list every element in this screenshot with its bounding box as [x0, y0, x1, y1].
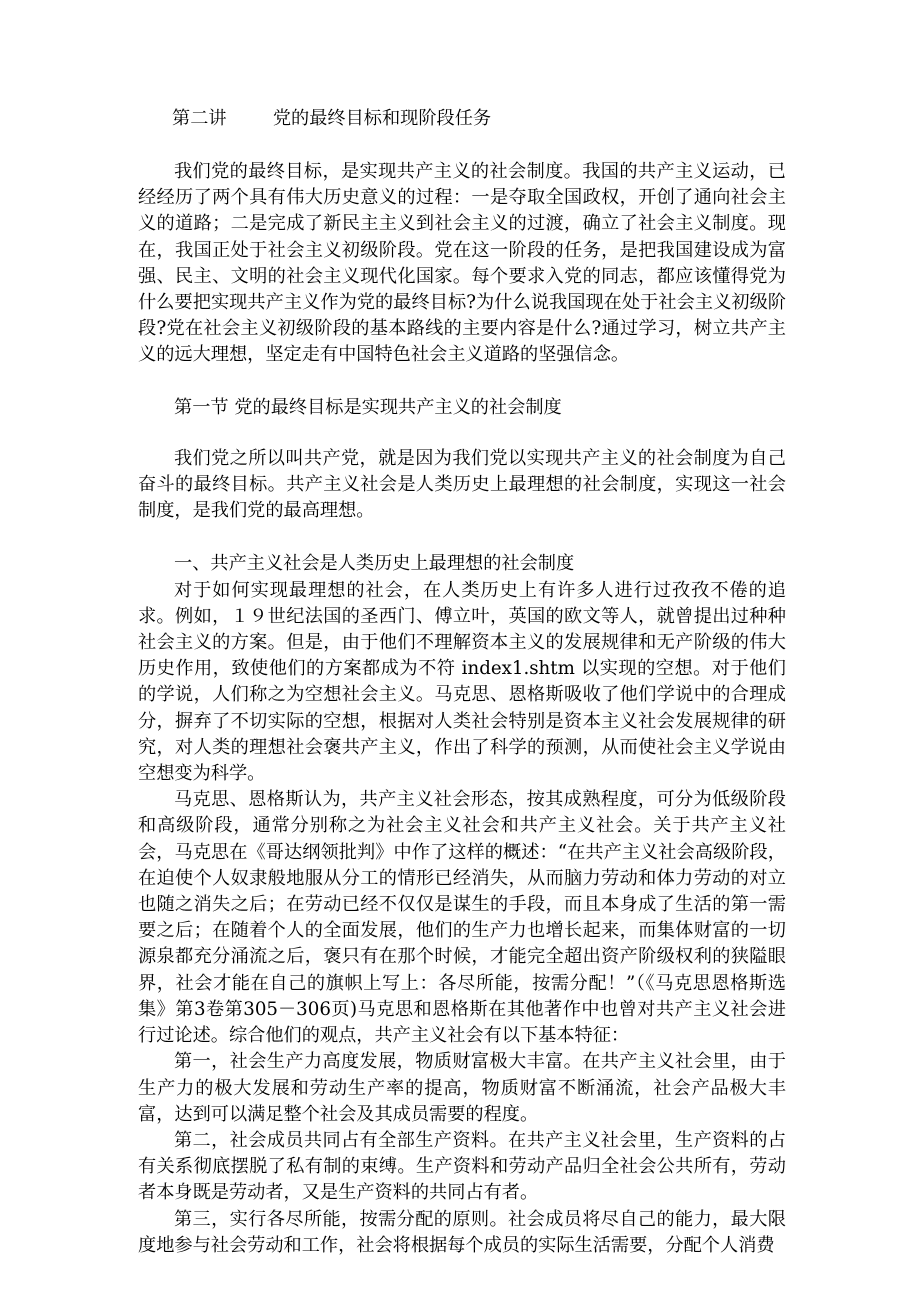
subsection-heading: 一、共产主义社会是人类历史上最理想的社会制度	[174, 553, 575, 575]
body-paragraph: 第二，社会成员共同占有全部生产资料。在共产主义社会里，生产资料的占有关系彻底摆脱了私有制的束缚。生产资料和劳动产品归全社会公共所有，劳动者本身既是劳动者，又是生产资料的共同占有者。	[138, 1129, 786, 1204]
spacer	[138, 369, 786, 395]
document-page	[138, 106, 786, 1259]
lecture-title: 第二讲 党的最终目标和现阶段任务	[172, 108, 492, 129]
lecture-intro-paragraph: 我们党的最终目标，是实现共产主义的社会制度。我国的共产主义运动，已经经历了两个具有伟大历史意义的过程：一是夺取全国政权，开创了通向社会主义的道路；二是完成了新民主主义到社会主义的过渡，确立了社会主义制度。现在，我国正处于社会主义初级阶段。党在这一阶段的任务，是把我国建设成为富强、民主、文明的社会主义现代化国家。每个要求入党的同志，都应该懂得党为什么要把实现共产主义作为党的最终目标?为什么说我国现在处于社会主义初级阶段?党在社会主义初级阶段的基本路线的主要内容是什么?通过学习，树立共产主义的远大理想，坚定走有中国特色社会主义道路的坚强信念。	[138, 161, 786, 366]
section-intro-paragraph: 我们党之所以叫共产党，就是因为我们党以实现共产主义的社会制度为自己奋斗的最终目标。共产主义社会是人类历史上最理想的社会制度，实现这一社会制度，是我们党的最高理想。	[138, 447, 786, 522]
body-paragraph: 第一，社会生产力高度发展，物质财富极大丰富。在共产主义社会里，由于生产力的极大发展和劳动生产率的提高，物质财富不断涌流，社会产品极大丰富，达到可以满足整个社会及其成员需要的程度。	[138, 1051, 786, 1125]
body-paragraph: 第三，实行各尽所能，按需分配的原则。社会成员将尽自己的能力，最大限度地参与社会劳动和工作，社会将根据每个成员的实际生活需要，分配个人消费	[138, 1208, 786, 1256]
spacer	[138, 524, 786, 551]
body-paragraph: 马克思、恩格斯认为，共产主义社会形态，按其成熟程度，可分为低级阶段和高级阶段，通常分别称之为社会主义社会和共产主义社会。关于共产主义社会，马克思在《哥达纲领批判》中作了这样的概述：“在共产主义社会高级阶段，在迫使个人奴隶般地服从分工的情形已经消失，从而脑力劳动和体力劳动的对立也随之消失之后；在劳动已经不仅仅是谋生的手段，而且本身成了生活的第一需要之后；在随着个人的全面发展，他们的生产力也增长起来，而集体财富的一切源泉都充分涌流之后，褒只有在那个时候，才能完全超出资产阶级权利的狭隘眼界，社会才能在自己的旗帜上写上：各尽所能，按需分配！”（《马克思恩格斯选集》第3卷第305－306页)马克思和恩格斯在其他著作中也曾对共产主义社会进行过论述。综合他们的观点，共产主义社会有以下基本特征：	[138, 789, 786, 1047]
spacer	[138, 132, 786, 159]
spacer	[138, 421, 786, 446]
section-heading: 第一节 党的最终目标是实现共产主义的社会制度	[174, 396, 562, 418]
body-paragraph: 对于如何实现最理想的社会，在人类历史上有许多人进行过孜孜不倦的追求。例如，１９世纪法国的圣西门、傅立叶，英国的欧文等人，就曾提出过种种社会主义的方案。但是，由于他们不理解资本主义的发展规律和无产阶级的伟大历史作用，致使他们的方案都成为不符 index1.shtm 以实现的空想。对于他们的学说，人们称之为空想社会主义。马克思、恩格斯吸收了他们学说中的合理成分，摒弃了不切实际的空想，根据对人类社会特别是资本主义社会发展规律的研究，对人类的理想社会褒共产主义，作出了科学的预测，从而使社会主义学说由空想变为科学。	[138, 579, 786, 785]
